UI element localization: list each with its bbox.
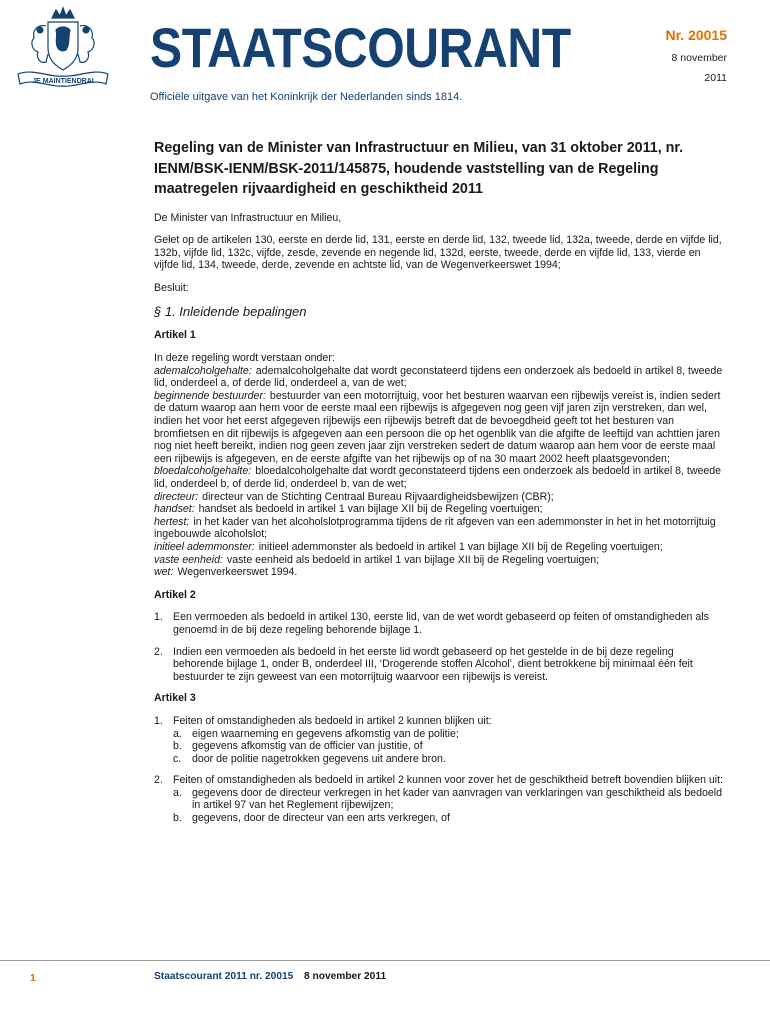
definition-text: bestuurder van een motorrijtuig, voor het besturen waarvan een rijbewijs vereist is, indien sedert de datum waarop aan hem voor de eerste maal een rijbewijs is afgegeven nog geen vijf jaren zijn verstreken, dan wel, indien het voor het eerst afgegeven rijbewijs een rijbewijs betreft dat de bevoegdheid geeft tot het besturen van bromfietsen en dit rijbewijs is afgegeven aan een persoon die op het ogenblik van die afgifte de leeftijd van achttien jaren nog niet heeft bereikt, indien nog geen zeven jaar zijn verstreken sedert de datum waarop aan hem voor de eerste maal een rijbewijs is afgegeven, en de eerste afgifte van het rijbewijs op of na 30 maart 2002 heeft plaatsgevonden; [154,389,721,465]
definition [154,566,726,579]
footer-source: Staatscourant 2011 nr. 20015 [154,971,294,982]
artikel-1-heading: Artikel 1 [154,329,196,342]
artikel-2-heading: Artikel 2 [154,588,196,601]
besluit-paragraph: Besluit: [154,281,189,294]
document-title: Regeling van de Minister van Infrastructuur en Milieu, van 31 oktober 2011, nr. IENM/BSK-IENM/BSK-2011/145875, houdende vaststelling van de Regeling maatregelen rijvaardigheid en geschiktheid 2011 [154,140,684,197]
section-heading: § 1. Inleidende bepalingen [154,304,307,320]
list-number: 1. [154,714,163,727]
sub-label: a. [173,786,182,799]
artikel-1-lead: In deze regeling wordt verstaan onder: [154,352,335,365]
issue-number: Nr. 20015 [665,27,727,43]
list-body [173,715,726,765]
list-text: Feiten of omstandigheden als bedoeld in artikel 2 kunnen voor zover het de geschiktheid betreft bovendien blijken uit: [173,774,724,787]
definition-term: wet: [154,566,174,579]
masthead-title: STAATSCOURANT [150,16,571,79]
definition-text: directeur van de Stichting Centraal Bureau Rijvaardigheidsbewijzen (CBR); [202,490,554,503]
list-text: Een vermoeden als bedoeld in artikel 130, eerste lid, van de wet wordt gebaseerd op feiten of omstandigheden als genoemd in de bij deze regeling behorende bijlage 1. [173,611,709,636]
list-number: 2. [154,774,163,787]
definition [154,465,726,490]
intro-paragraph: De Minister van Infrastructuur en Milieu, [154,211,342,224]
definition-text: vaste eenheid als bedoeld in artikel 1 van bijlage XII bij de Regeling voertuigen; [226,553,600,566]
sub-item [173,740,726,753]
definition-term: hertest: [154,515,190,528]
definition-text: handset als bedoeld in artikel 1 van bijlage XII bij de Regeling voertuigen; [198,503,543,516]
sub-item [173,812,726,825]
sub-text: door de politie nagetrokken gegevens uit andere bron. [192,752,446,765]
sub-label: b. [173,740,182,753]
sub-text: gegevens, door de directeur van een arts verkregen, of [192,812,450,825]
sub-item [173,753,726,766]
masthead-tagline: Officiële uitgave van het Koninkrijk der Nederlanden sinds 1814. [150,91,463,103]
definition [154,541,726,554]
issue-day: 8 november [671,52,727,64]
list-item [154,774,726,824]
definition-text: in het kader van het alcoholslotprogramma tijdens de rit afgeven van een ademmonster in het in het motorrijtuig ingebouwde alcoholslot; [154,515,716,541]
sub-text: gegevens afkomstig van de officier van justitie, of [192,740,423,753]
artikel-3-heading: Artikel 3 [154,692,196,705]
artikel-1-body [154,352,726,579]
footer-date: 8 november 2011 [304,971,387,982]
sub-item [173,787,726,812]
definition [154,390,726,466]
coat-of-arms-logo [12,4,114,94]
issue-info [666,26,728,84]
definition-term: vaste eenheid: [154,553,223,566]
definition-text: ademalcoholgehalte dat wordt geconstateerd tijdens een onderzoek als bedoeld in artikel 8, tweede lid, onderdeel a, of derde lid, onderdeel a, van de wet; [154,364,723,390]
sub-label: b. [173,812,182,825]
definition [154,516,726,541]
list-item [154,646,726,684]
list-item [154,611,726,636]
sub-text: eigen waarneming en gegevens afkomstig van de politie; [192,727,459,740]
document-body [154,138,726,834]
definition [154,491,726,504]
definition-term: directeur: [154,490,199,503]
page-number: 1 [30,972,36,984]
sub-label: a. [173,727,182,740]
sub-item [173,728,726,741]
definition [154,554,726,567]
definition-text: bloedalcoholgehalte dat wordt geconstateerd tijdens een onderzoek als bedoeld in artikel 8, tweede lid, onderdeel b, of derde lid, onderdeel b, van de wet; [154,465,722,490]
definition-text: initieel ademmonster als bedoeld in artikel 1 van bijlage XII bij de Regeling voertuigen; [258,540,663,553]
motto-text: JE MAINTIENDRAI [32,78,94,85]
footer-divider [0,960,770,961]
definition [154,503,726,516]
page-footer [0,960,770,990]
definition-term: beginnende bestuurder: [154,389,266,402]
sub-label: c. [173,752,182,765]
list-text: Indien een vermoeden als bedoeld in het eerste lid wordt gebaseerd op het gestelde in de bij deze regeling behorende bijlage 1, onder B, onderdeel III, ‘Drogerende stoffen Alcohol’, dient betrokkene bij minimaal één feit bestuurder te zijn geweest van een motorrijtuig waarvoor een rijbewijs is vereist. [173,645,693,683]
list-number: 2. [154,645,163,658]
definition-term: handset: [154,503,195,516]
definition-text: Wegenverkeerswet 1994. [177,566,298,579]
sub-text: gegevens door de directeur verkregen in het kader van aanvragen van verklaringen van geschiktheid als bedoeld in artikel 97 van het Reglement rijbewijzen; [192,786,723,812]
definition [154,365,726,390]
definition-term: bloedalcoholgehalte: [154,465,252,478]
list-number: 1. [154,611,163,624]
definition-term: initieel ademmonster: [154,540,255,553]
gelet-paragraph: Gelet op de artikelen 130, eerste en derde lid, 131, eerste en derde lid, 132, tweede lid, 132a, tweede, derde en vijfde lid, 132b, vijfde lid, 132c, vijfde, zesde, zevende en negende lid, 132d, eerste, tweede, derde en vijfde lid, 133, vierde en vijfde lid, 134, tweede, derde, zevende en achtste lid, van de Wegenverkeerswet 1994; [154,234,722,272]
list-body [173,774,726,824]
list-item [154,715,726,765]
list-text: Feiten of omstandigheden als bedoeld in artikel 2 kunnen blijken uit: [173,714,492,727]
issue-year: 2011 [704,72,727,84]
definition-term: ademalcoholgehalte: [154,364,252,377]
